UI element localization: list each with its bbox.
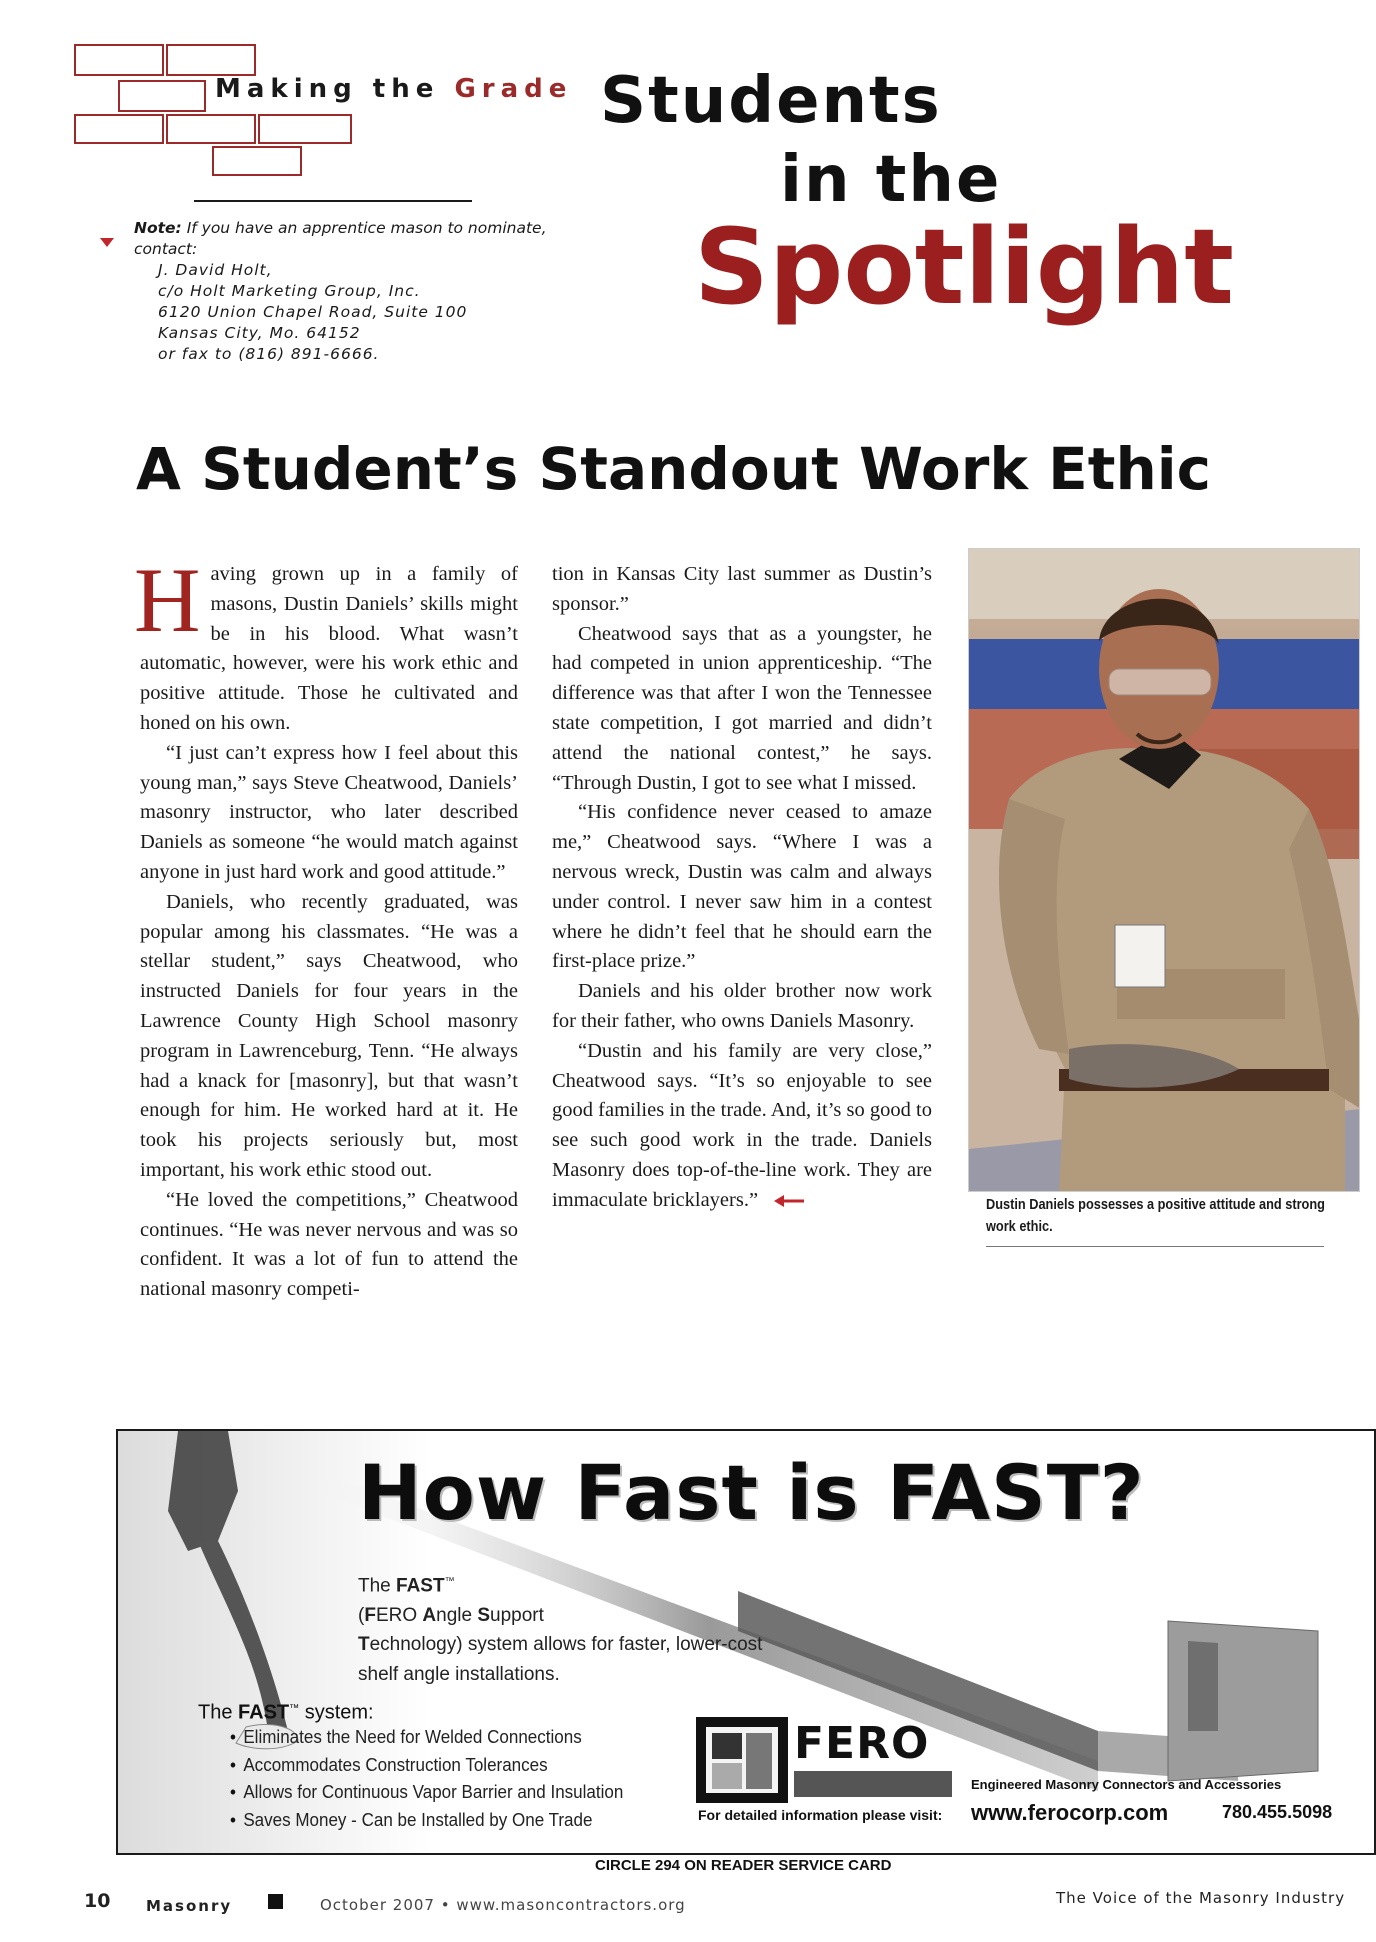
benefit-list: [230, 1723, 658, 1833]
drop-cap: H: [134, 549, 201, 651]
address-line: c/o Holt Marketing Group, Inc.: [158, 282, 421, 300]
note-divider: [194, 200, 472, 202]
phone-number: 780.455.5098: [1222, 1802, 1333, 1822]
benefit-item: • Allows for Continuous Vapor Barrier and Insulation: [230, 1778, 623, 1806]
article-paragraph: Daniels, who recently graduated, was popular among his classmates. “He was a stellar student,” says Cheatwood, who instructed Daniels for four years in the Lawrence County High School masonry program in Lawrenceburg, Tenn. “He always had a knack for [masonry], but that wasn’t enough for him. He worked hard at it. He took his projects seriously but, most important, his work ethic stood out.: [140, 890, 518, 1181]
brand-name: FERO: [794, 1718, 930, 1769]
section-title-line1: Students: [600, 64, 942, 138]
brand-bar: [794, 1771, 952, 1797]
address-line: or fax to (816) 891-6666.: [158, 345, 380, 363]
issue-info: October 2007 • www.masoncontractors.org: [320, 1896, 686, 1914]
ad-list-heading: The FAST™ system:: [198, 1701, 374, 1724]
note-label: Note:: [134, 219, 182, 237]
caption-divider: [986, 1246, 1324, 1247]
address-line: J. David Holt,: [158, 261, 273, 279]
article-headline: A Student’s Standout Work Ethic: [136, 435, 1212, 503]
photo-caption: Dustin Daniels possesses a positive attitude and strong work ethic.: [986, 1197, 1325, 1235]
article-column-2: [552, 560, 932, 1216]
footer-tagline: The Voice of the Masonry Industry: [1056, 1889, 1346, 1907]
article-paragraph: “I just can’t express how I feel about this young man,” says Steve Cheatwood, Daniels’ masonry instructor, who later described Daniels as someone “he would match against anyone in just hard work and good attitude.”: [140, 741, 518, 883]
article-column-1: [134, 549, 518, 1305]
article-paragraph: Having grown up in a family of masons, Dustin Daniels’ skills might be in his blood. What wasn’t automatic, however, were his work ethic and positive attitude. Those he cultivated and honed on his own.: [134, 549, 518, 734]
series-label: Making the Grade: [215, 74, 573, 104]
fero-advertisement: [116, 1429, 1376, 1855]
article-paragraph: “His confidence never ceased to amaze me,” Cheatwood says. “Where I was a nervous wreck, Dustin was calm and always under control. I never saw him in a contest where he didn’t feel that he should earn the first-place prize.”: [552, 801, 932, 973]
page-number: 10: [84, 1890, 111, 1912]
benefit-item: • Accommodates Construction Tolerances: [230, 1751, 623, 1779]
address-line: 6120 Union Chapel Road, Suite 100: [158, 303, 468, 321]
note-intro: If you have an apprentice mason to nominate, contact:: [134, 219, 547, 258]
ad-description: The FAST™ (FERO Angle Support Technology) system allows for faster, lower-cost shelf angle installations.: [358, 1575, 763, 1685]
article-paragraph: tion in Kansas City last summer as Dustin’s sponsor.”: [552, 563, 932, 615]
ad-headline: How Fast is FAST?: [358, 1448, 1145, 1537]
nomination-note: [134, 218, 554, 365]
visit-label: For detailed information please visit:: [698, 1807, 943, 1823]
article-paragraph: “Dustin and his family are very close,” Cheatwood says. “It’s so enjoyable to see good families in the trade. And, it’s so good to see such good work in the trade. Daniels Masonry does top-of-the-line work. They are immaculate bricklayers.”: [552, 1039, 932, 1211]
bricklayer-photo-illustration: [969, 549, 1360, 1192]
reader-service-note: CIRCLE 294 ON READER SERVICE CARD: [595, 1857, 892, 1874]
section-title-line2: in the: [780, 143, 1002, 217]
article-paragraph: Cheatwood says that as a youngster, he had competed in union apprenticeship. “The difference was that after I won the Tennessee state competition, I got married and didn’t attend the national contest,” he says. “Through Dustin, I got to see what I missed.: [552, 622, 932, 794]
fero-logo-icon: [696, 1717, 788, 1803]
magazine-name: Masonry: [146, 1897, 233, 1915]
note-address: [134, 260, 554, 365]
footer-square-icon: [268, 1894, 283, 1909]
benefit-item: • Saves Money - Can be Installed by One Trade: [230, 1806, 623, 1834]
article-paragraph: Daniels and his older brother now work for their father, who owns Daniels Masonry.: [552, 980, 932, 1032]
article-paragraph: “He loved the competitions,” Cheatwood continues. “He was never nervous and was so confident. It was a lot of fun to attend the national masonry competi-: [140, 1188, 518, 1301]
student-photo: [968, 548, 1360, 1192]
website-link[interactable]: www.ferocorp.com: [971, 1800, 1169, 1825]
address-line: Kansas City, Mo. 64152: [158, 324, 361, 342]
benefit-item: • Eliminates the Need for Welded Connections: [230, 1723, 623, 1751]
brand-tagline: Engineered Masonry Connectors and Accessories: [971, 1777, 1282, 1792]
end-of-article-icon: [774, 1194, 804, 1208]
section-title-line3: Spotlight: [694, 206, 1235, 328]
note-arrow-icon: [100, 238, 114, 247]
